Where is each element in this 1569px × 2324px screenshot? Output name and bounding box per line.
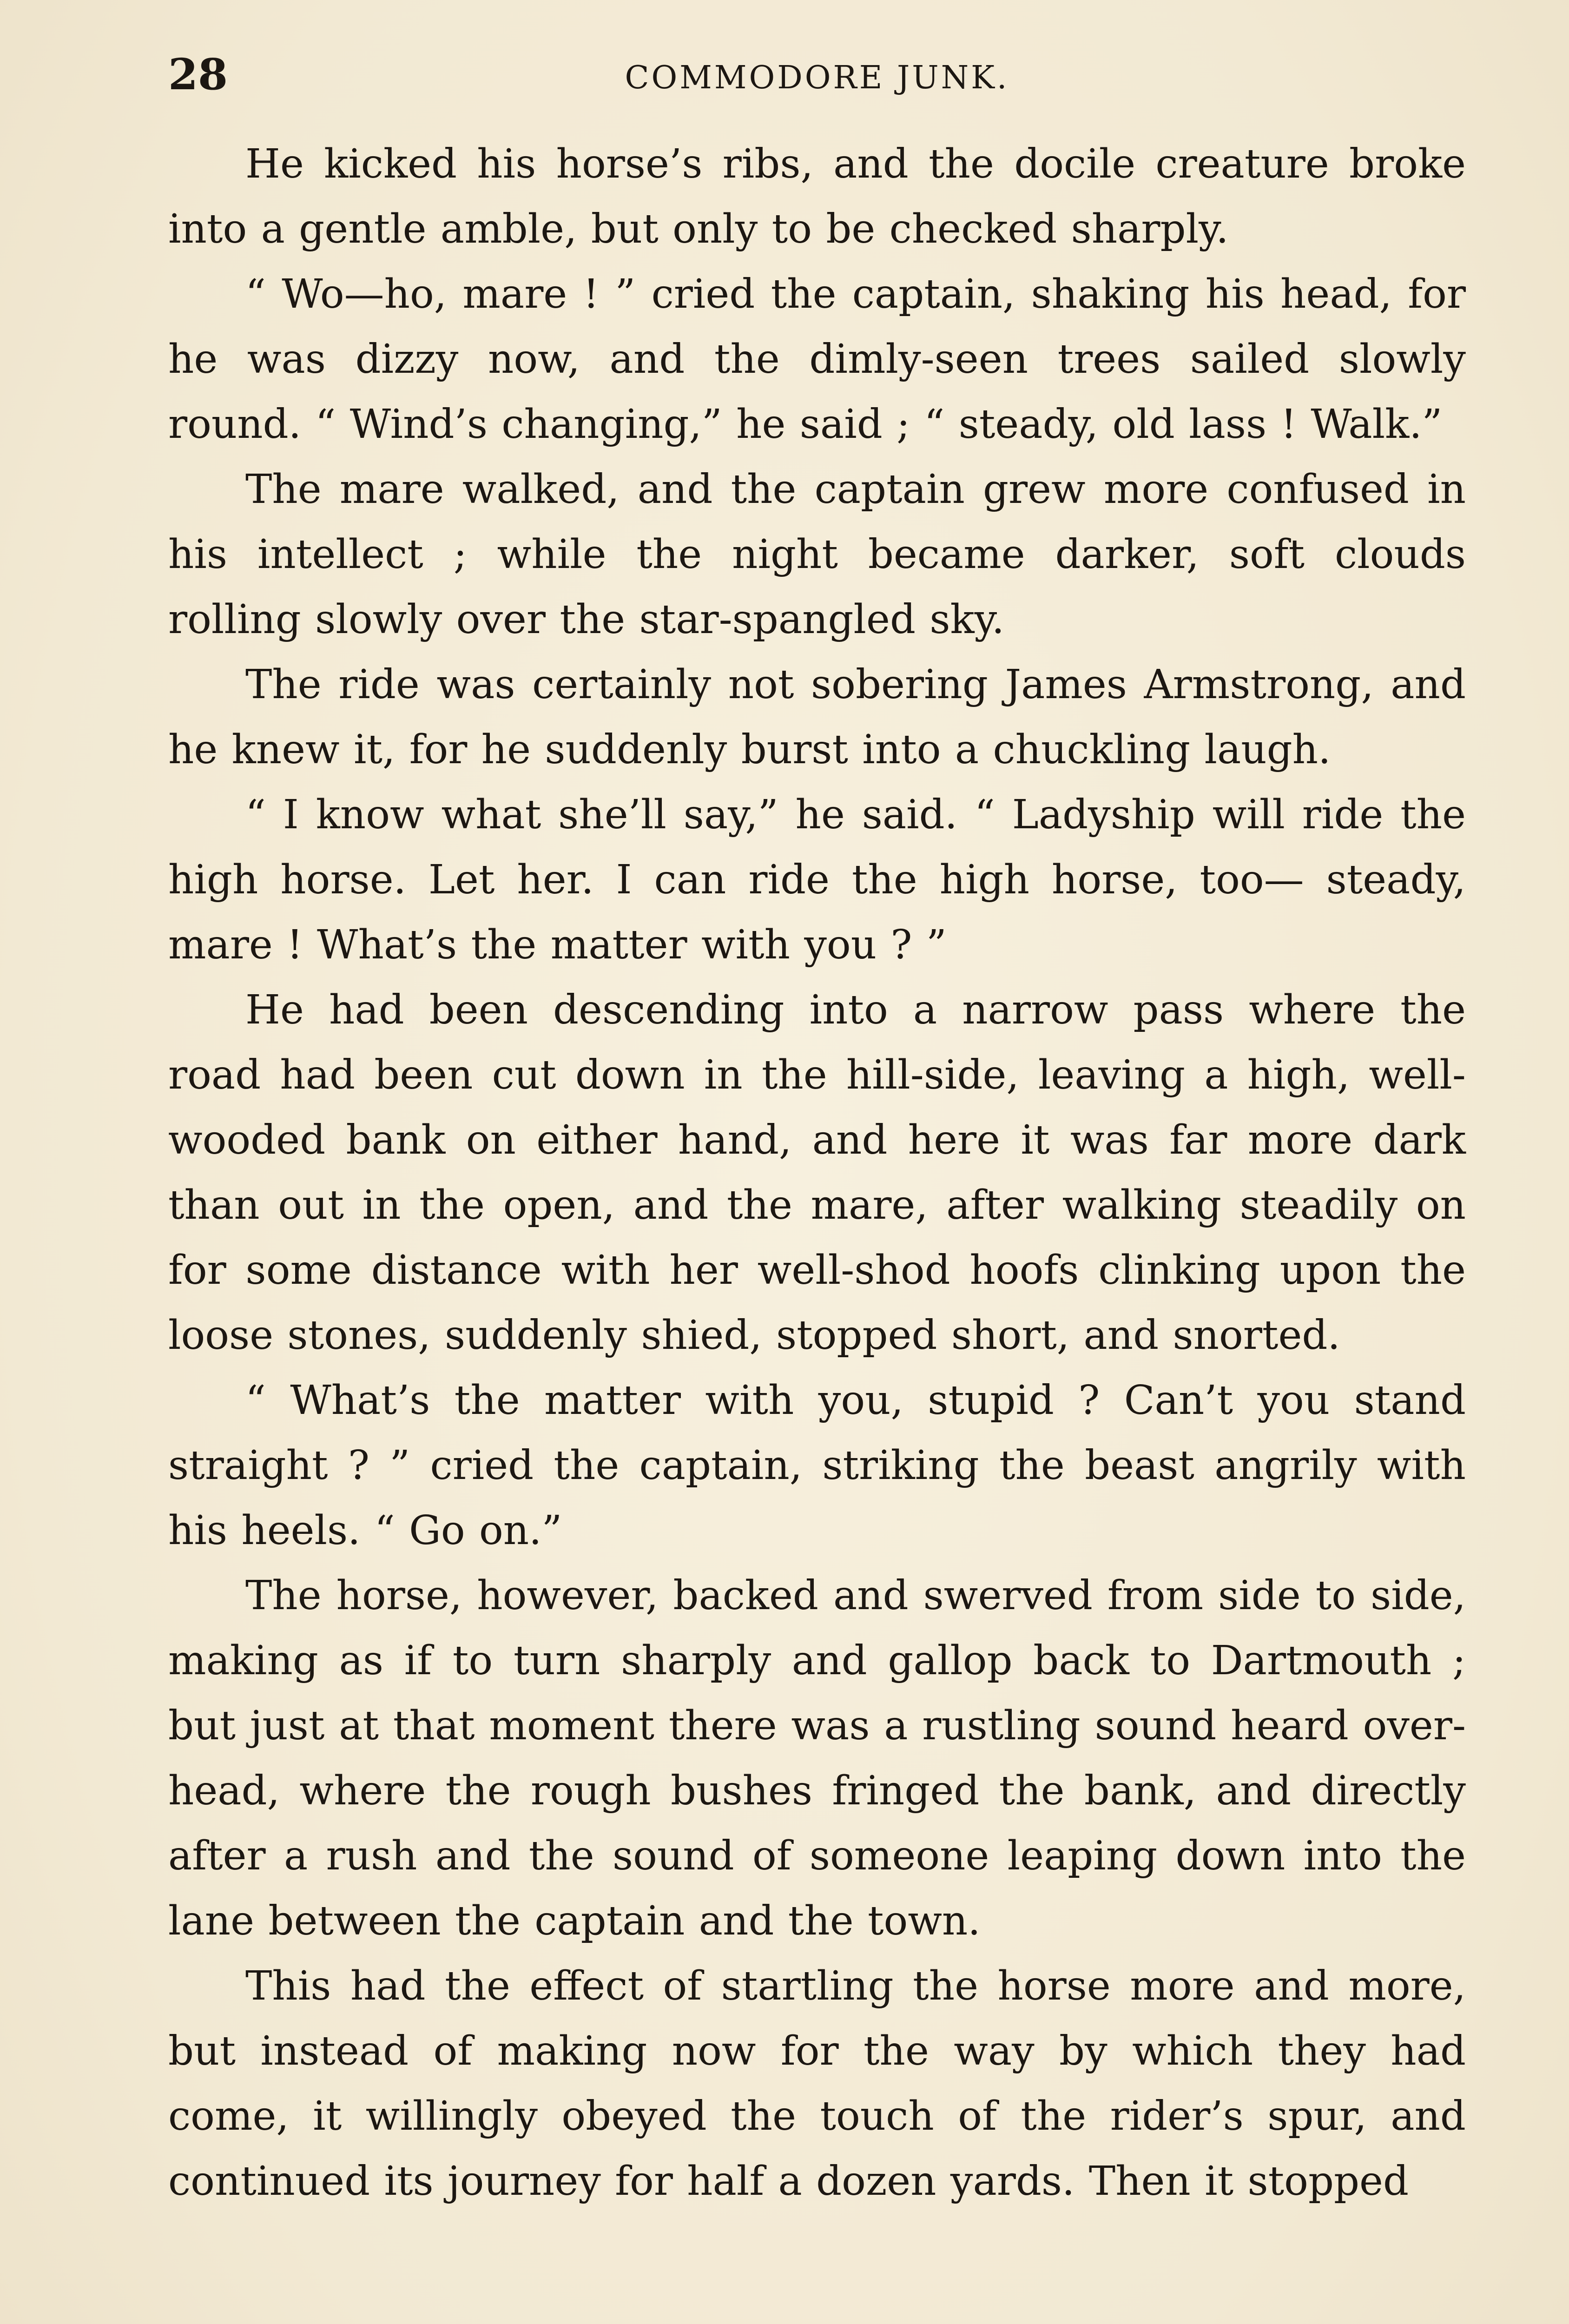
paragraph: He kicked his horse’s ribs, and the docile creature broke into a gentle amble, but only to be checked sharply.	[168, 141, 1466, 252]
page-header	[168, 43, 1466, 112]
page-number: 28	[168, 49, 228, 99]
paragraph: He had been descending into a narrow pass where the road had been cut down in the hill-side, leaving a high, well-wooded bank on either hand, and here it was far more dark than out in the open, and the mare, after walking steadily on for some distance with her well-shod hoofs clinking upon the loose stones, suddenly shied, stopped short, and snorted.	[168, 987, 1466, 1359]
paragraph: The ride was certainly not sobering James Armstrong, and he knew it, for he suddenly burst into a chuckling laugh.	[168, 661, 1466, 773]
paragraph: This had the effect of startling the horse more and more, but instead of making now for the way by which they had come, it willingly obeyed the touch of the rider’s spur, and continued its journey for half a dozen yards. Then it stopped	[168, 1963, 1466, 2205]
paragraph: “ What’s the matter with you, stupid ? Can’t you stand straight ? ” cried the captain, striking the beast angrily with his heels. “ Go on.”	[168, 1377, 1466, 1554]
body-text	[168, 132, 1466, 2214]
paragraph: The mare walked, and the captain grew more confused in his intellect ; while the night became darker, soft clouds rolling slowly over the star-spangled sky.	[168, 466, 1466, 643]
paragraph: “ Wo—ho, mare ! ” cried the captain, shaking his head, for he was dizzy now, and the dimly-seen trees sailed slowly round. “ Wind’s changing,” he said ; “ steady, old lass ! Walk.”	[168, 271, 1466, 448]
paragraph: “ I know what she’ll say,” he said. “ Ladyship will ride the high horse. Let her. I can ride the high horse, too— steady, mare ! What’s the matter with you ? ”	[168, 792, 1466, 968]
paragraph: The horse, however, backed and swerved from side to side, making as if to turn sharply and gallop back to Dartmouth ; but just at that moment there was a rustling sound heard over-head, where the rough bushes fringed the bank, and directly after a rush and the sound of someone leaping down into the lane between the captain and the town.	[168, 1572, 1466, 1944]
running-head: COMMODORE JUNK.	[625, 59, 1009, 96]
